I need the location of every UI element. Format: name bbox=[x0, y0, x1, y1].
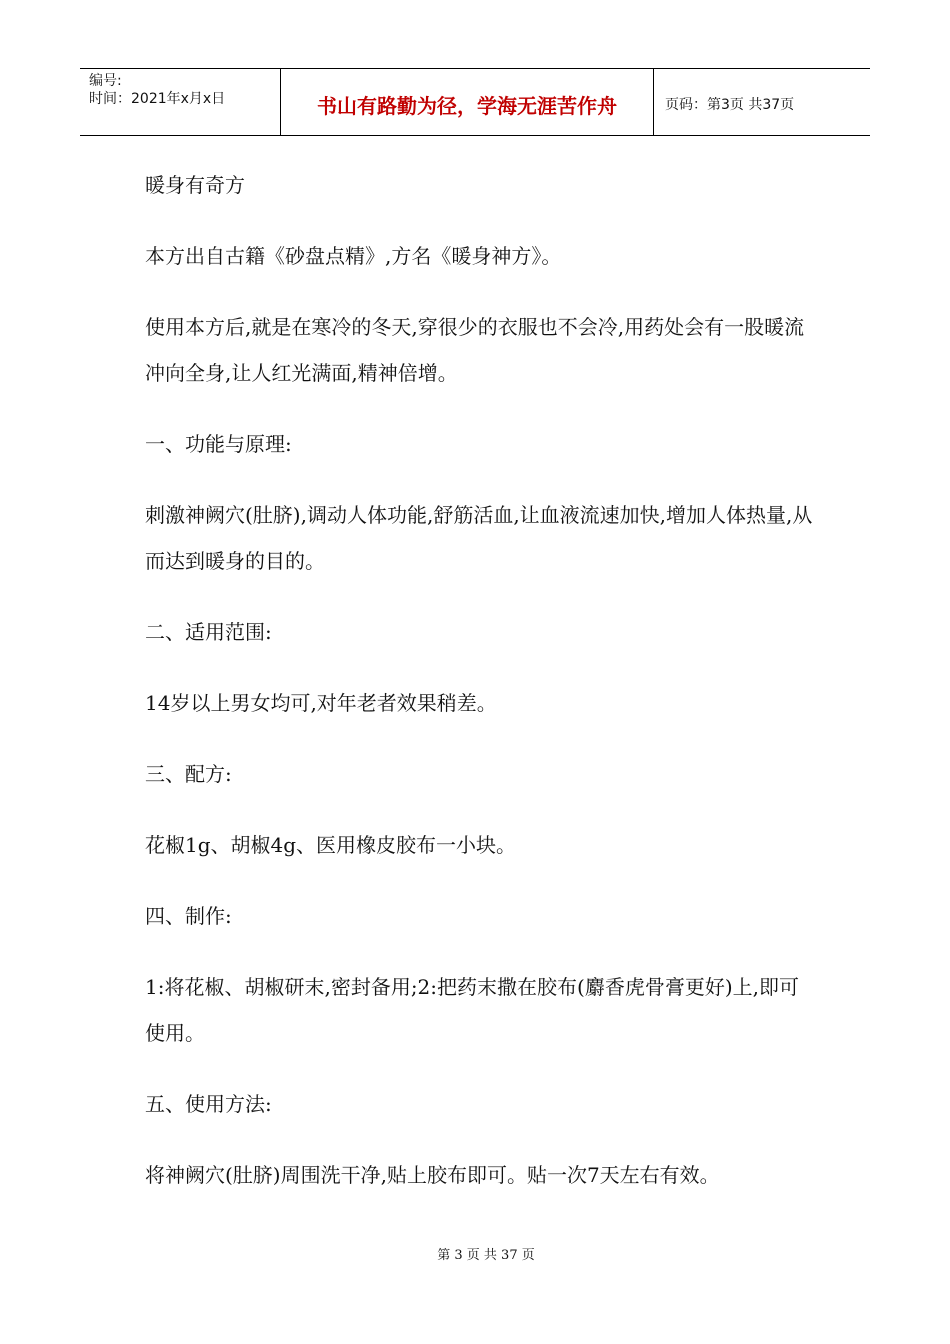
section-4-text: 1:将花椒、胡椒研末,密封备用;2:把药末撒在胶布(麝香虎骨膏更好)上,即可使用。 bbox=[145, 975, 799, 1045]
section-2-heading: 二、适用范围: bbox=[145, 620, 272, 644]
header-number-label: 编号: bbox=[89, 73, 122, 89]
header-page-info: 页码：第3页 共37页 bbox=[665, 97, 795, 113]
article-intro: 本方出自古籍《砂盘点精》,方名《暖身神方》。 bbox=[145, 244, 562, 268]
document-header bbox=[80, 68, 870, 136]
section-4-heading: 四、制作: bbox=[145, 904, 232, 928]
document-body bbox=[145, 162, 815, 1223]
header-motto: 书山有路勤为径，学海无涯苦作舟 bbox=[281, 69, 654, 135]
section-3-text: 花椒1g、胡椒4g、医用橡皮胶布一小块。 bbox=[145, 833, 517, 857]
header-date: 时间：2021年x月x日 bbox=[89, 91, 226, 107]
section-3-heading: 三、配方: bbox=[145, 762, 232, 786]
section-5-heading: 五、使用方法: bbox=[145, 1092, 272, 1116]
section-1-text: 刺激神阙穴(肚脐),调动人体功能,舒筋活血,让血液流速加快,增加人体热量,从而达到暖身的目的。 bbox=[145, 503, 813, 573]
section-1-heading: 一、功能与原理: bbox=[145, 432, 292, 456]
page-footer: 第 3 页 共 37 页 bbox=[437, 1248, 535, 1263]
article-title: 暖身有奇方 bbox=[145, 173, 245, 197]
article-effect: 使用本方后,就是在寒冷的冬天,穿很少的衣服也不会冷,用药处会有一股暖流冲向全身,让人红光满面,精神倍增。 bbox=[145, 315, 805, 385]
section-2-text: 14岁以上男女均可,对年老者效果稍差。 bbox=[145, 691, 497, 715]
header-meta bbox=[80, 69, 281, 135]
section-5-text: 将神阙穴(肚脐)周围洗干净,贴上胶布即可。贴一次7天左右有效。 bbox=[145, 1163, 720, 1187]
